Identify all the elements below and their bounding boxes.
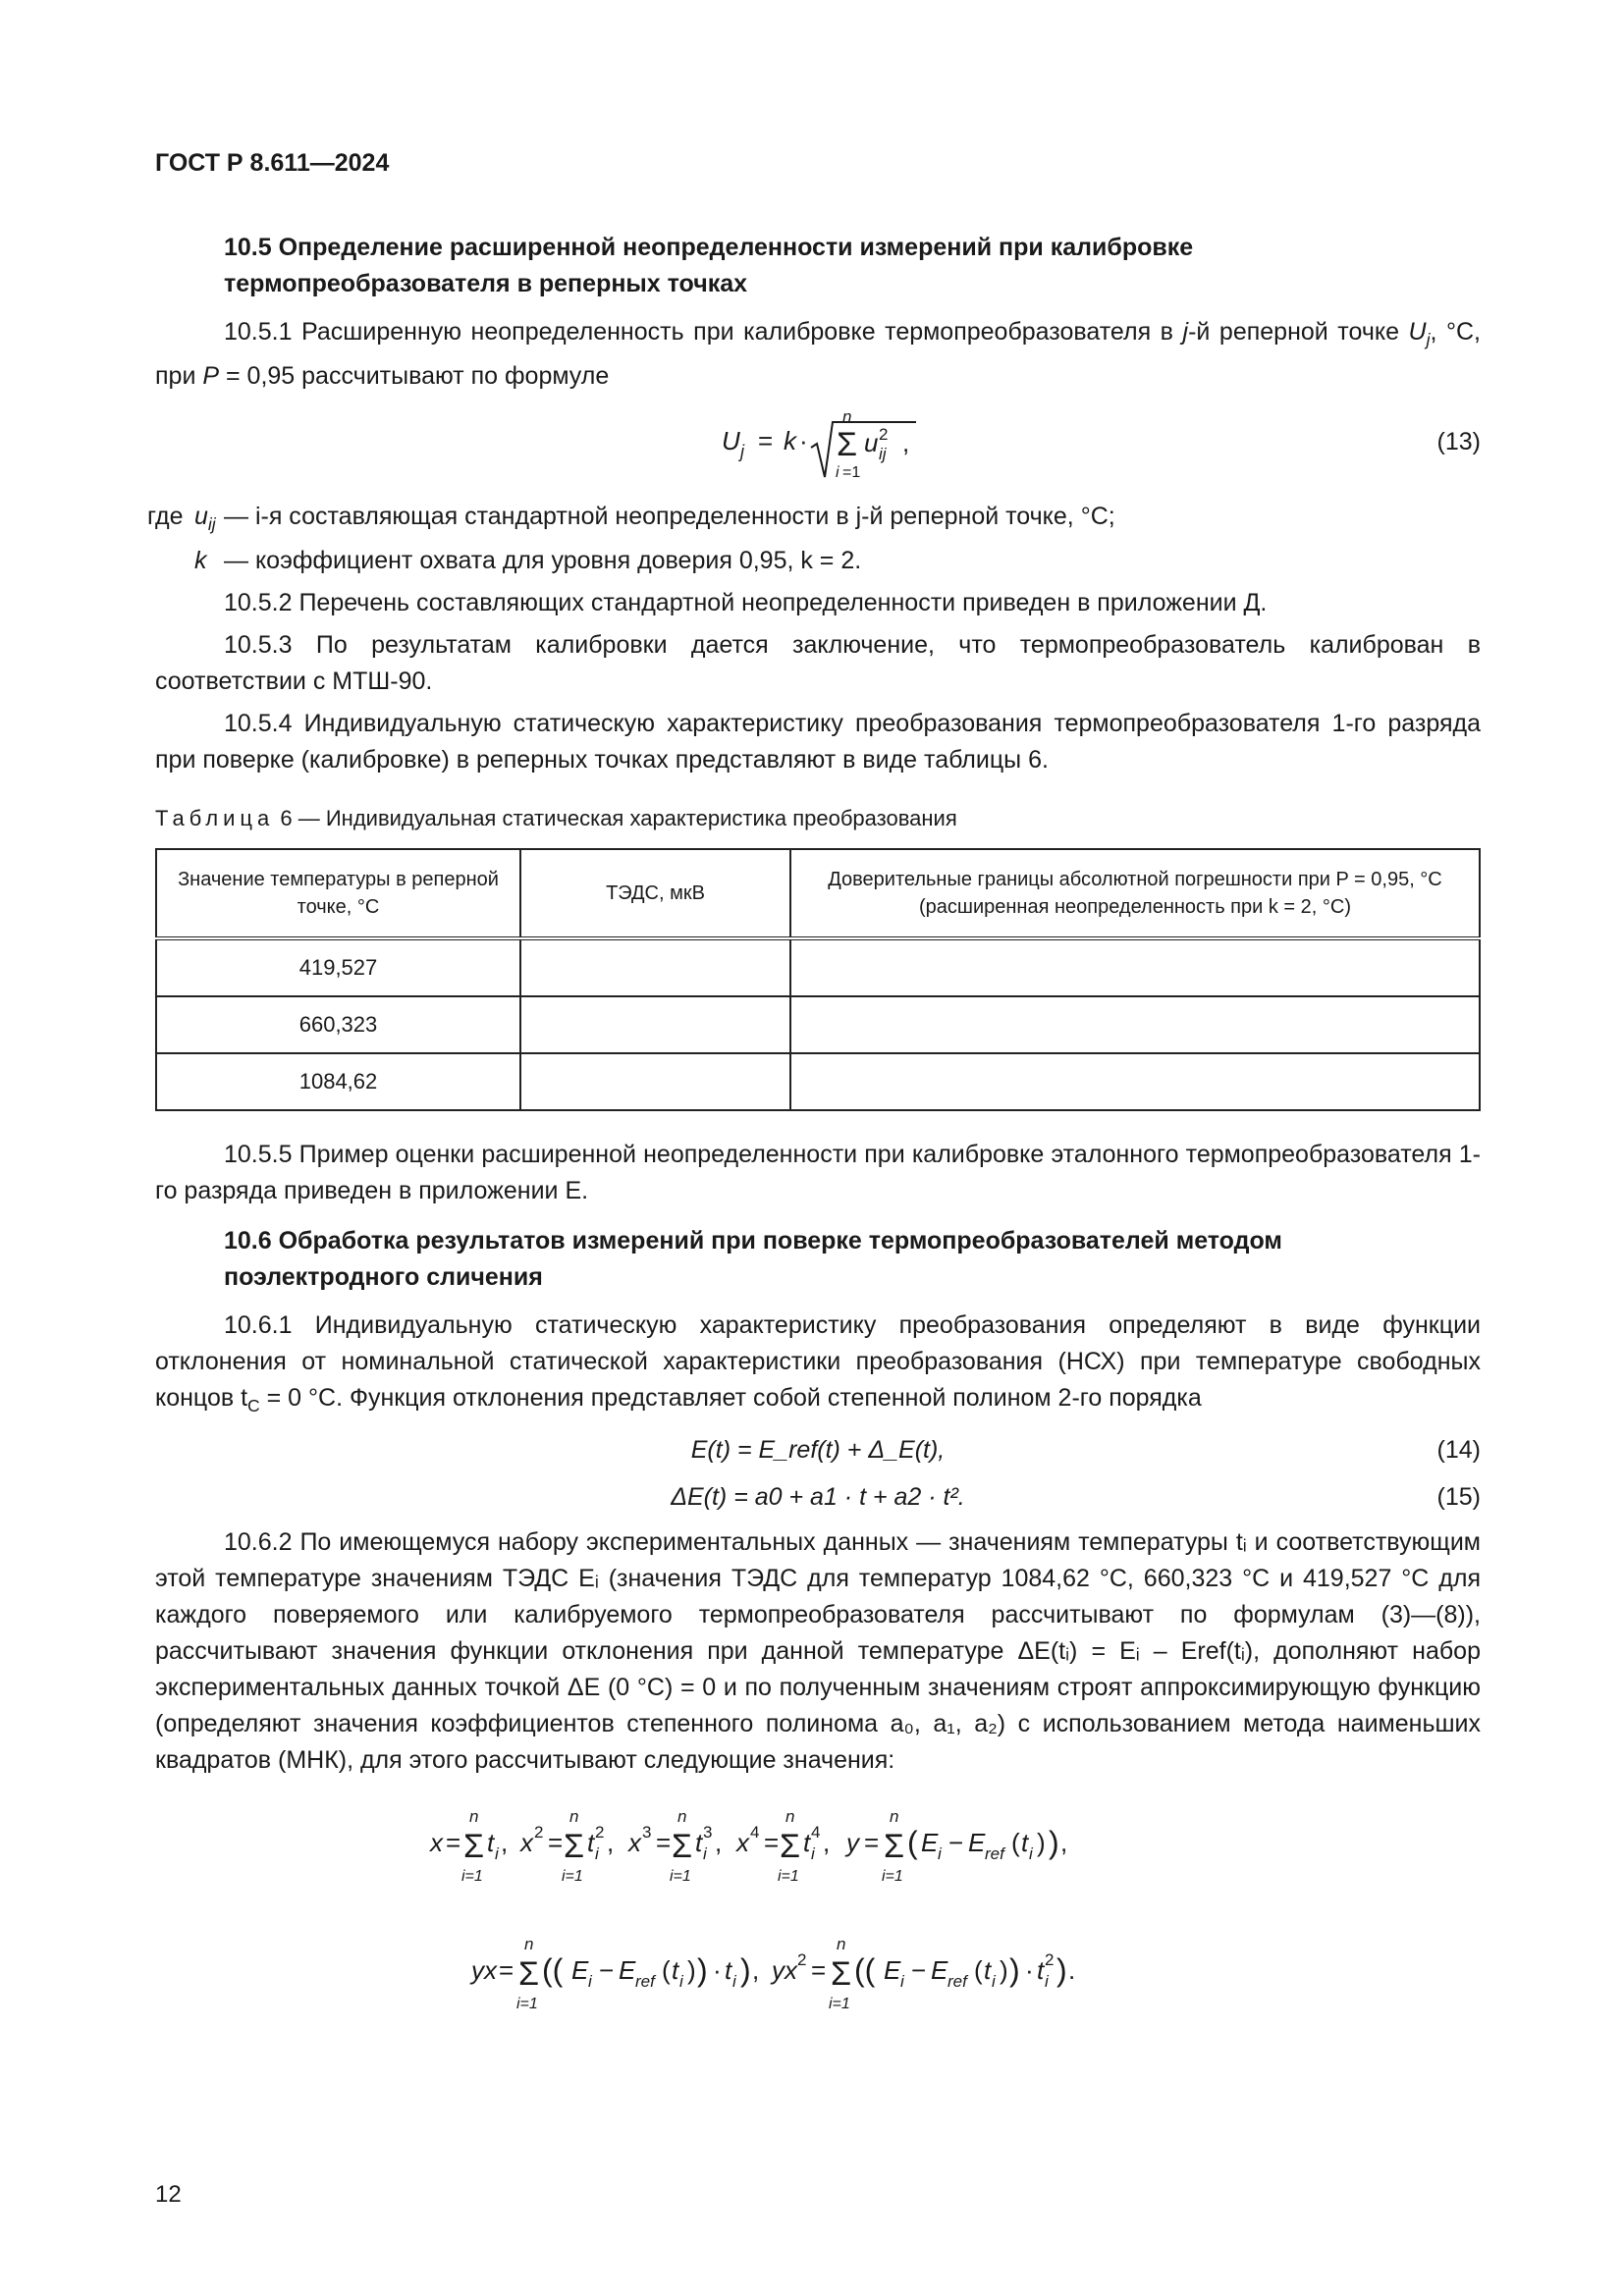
table-cell-emf bbox=[520, 938, 790, 996]
svg-text:yx: yx bbox=[471, 1955, 497, 1985]
svg-text:ref: ref bbox=[947, 1972, 967, 1991]
document-code-header: ГОСТ Р 8.611—2024 bbox=[155, 149, 390, 177]
table-header-row bbox=[156, 849, 1480, 938]
where-block bbox=[147, 499, 1481, 579]
svg-text:2: 2 bbox=[534, 1823, 544, 1842]
svg-text:j: j bbox=[740, 442, 744, 461]
equation-13 bbox=[155, 400, 1481, 485]
svg-text:=: = bbox=[446, 1828, 461, 1857]
svg-text:E: E bbox=[931, 1955, 948, 1985]
svg-text:Σ: Σ bbox=[837, 426, 858, 463]
where-desc-k: — коэффициент охвата для уровня доверия 0,95, k = 2. bbox=[224, 547, 862, 574]
paragraph-10-5-1: 10.5.1 Расширенную неопределенность при калибровке термопреобразователя в j-й реперной точке $U_j$, °С, при P = 0,95 рассчитывают по формуле bbox=[155, 318, 1481, 390]
svg-text:,: , bbox=[501, 1828, 509, 1857]
svg-text:=: = bbox=[758, 426, 774, 455]
svg-text:t: t bbox=[1037, 1955, 1045, 1985]
svg-text:): ) bbox=[687, 1955, 696, 1985]
svg-text:n: n bbox=[842, 407, 852, 426]
svg-text:t: t bbox=[803, 1828, 811, 1857]
where-symbol-u: $u_{ij}$ bbox=[194, 503, 216, 534]
paragraph-10-5-4: 10.5.4 Индивидуальную статическую характеристику преобразования термопреобразователя 1-го разряда при поверке (калибровке) в реперных точках представляют в виде таблицы 6. bbox=[155, 710, 1481, 774]
equation-15 bbox=[155, 1477, 1481, 1521]
svg-text:,: , bbox=[607, 1828, 615, 1857]
table-header-temperature: Значение температуры в реперной точке, °С bbox=[156, 849, 520, 938]
svg-text:.: . bbox=[1068, 1955, 1076, 1985]
svg-text:i: i bbox=[1045, 1972, 1049, 1991]
svg-text:i: i bbox=[679, 1972, 683, 1991]
table-cell-temperature: 419,527 bbox=[156, 938, 520, 996]
table-cell-bounds bbox=[790, 938, 1480, 996]
sums-formula-line-2-svg bbox=[155, 1916, 1481, 2034]
svg-text:i: i bbox=[732, 1972, 736, 1991]
svg-text:=: = bbox=[764, 1828, 780, 1857]
paragraph-10-6-2: 10.6.2 По имеющемуся набору экспериментальных данных — значениям температуры tᵢ и соответствующим этой температуре значениям ТЭДС Eᵢ (значения ТЭДС для температур 1084,62 °С, 660,323 °С и 419,527 °С для каждого поверяемого или калибруемого термопреобразователя рассчитывают по формулам (3)—(8)), рассчитывают значения функции отклонения при данной температуре ΔE(tᵢ) = Eᵢ – Eref(tᵢ), дополняют набор экспериментальных данных точкой ΔE (0 °С) = 0 и по полученным значениям строят аппроксимирующую функцию (определяют значения коэффициентов степенного полинома a₀, a₁, a₂) с использованием метода наименьших квадратов (МНК), для этого рассчитывают следующие значения: bbox=[155, 1528, 1481, 1774]
svg-text:ref: ref bbox=[635, 1972, 655, 1991]
svg-text:4: 4 bbox=[750, 1823, 760, 1842]
where-symbol-k: k bbox=[194, 547, 207, 574]
table-header-bounds: Доверительные границы абсолютной погрешности при P = 0,95, °С (расширенная неопределенность при k = 2, °С) bbox=[790, 849, 1480, 938]
svg-text:Σ: Σ bbox=[884, 1828, 905, 1865]
svg-text:i=1: i=1 bbox=[829, 1996, 850, 2012]
table-cell-bounds bbox=[790, 996, 1480, 1053]
paragraph-10-5-3: 10.5.3 По результатам калибровки дается заключение, что термопреобразователь калиброван в соответствии с МТШ-90. bbox=[155, 631, 1481, 695]
svg-text:u: u bbox=[864, 428, 879, 457]
svg-text:n: n bbox=[469, 1807, 479, 1826]
equation-13-formula bbox=[155, 400, 1481, 485]
paragraph-10-5-5: 10.5.5 Пример оценки расширенной неопределенности при калибровке эталонного термопреобразователя 1-го разряда приведен в приложении Е. bbox=[155, 1141, 1481, 1204]
sums-formula-line-2 bbox=[155, 1916, 1481, 2034]
table-row bbox=[156, 996, 1480, 1053]
svg-text:,: , bbox=[902, 428, 910, 457]
svg-text:t: t bbox=[725, 1955, 732, 1985]
svg-text:i=1: i=1 bbox=[562, 1868, 583, 1885]
svg-text:((: (( bbox=[542, 1952, 564, 1988]
table-6-caption: Таблица 6 — Индивидуальная статическая характеристика преобразования bbox=[155, 806, 957, 830]
table-cell-temperature: 1084,62 bbox=[156, 1053, 520, 1110]
svg-text:(: ( bbox=[907, 1825, 918, 1860]
equation-13-number: (13) bbox=[1436, 428, 1481, 455]
svg-text:Σ: Σ bbox=[463, 1828, 485, 1865]
svg-text:·: · bbox=[1025, 1955, 1034, 1985]
svg-text:E: E bbox=[884, 1955, 901, 1985]
svg-text:−: − bbox=[599, 1955, 615, 1985]
paragraph-10-6-1: 10.6.1 Индивидуальную статическую характеристику преобразования определяют в виде функции отклонения от номинальной статической характеристики преобразования (НСХ) при температуре свободных концов $t_С = 0$ °С. Функция отклонения представляет собой степенной полином 2-го порядка bbox=[155, 1311, 1481, 1415]
svg-text:t: t bbox=[672, 1955, 679, 1985]
svg-text:y: y bbox=[846, 1828, 859, 1857]
svg-text:n: n bbox=[837, 1935, 846, 1953]
page-number: 12 bbox=[155, 2181, 182, 2208]
svg-text:ref: ref bbox=[985, 1844, 1004, 1863]
svg-text:E: E bbox=[968, 1828, 986, 1857]
svg-text:=: = bbox=[499, 1955, 514, 1985]
section-10-6-title: 10.6 Обработка результатов измерений при поверке термопреобразователей методом поэлектродного сличения bbox=[224, 1227, 1282, 1291]
svg-text:): ) bbox=[1037, 1828, 1046, 1857]
svg-text:=1: =1 bbox=[842, 464, 861, 481]
equation-15-formula: ΔE(t) = a0 + a1 · t + a2 · t². bbox=[671, 1483, 965, 1511]
svg-text:Σ: Σ bbox=[780, 1828, 801, 1865]
svg-text:x: x bbox=[430, 1828, 443, 1857]
table-row bbox=[156, 938, 1480, 996]
svg-text:(: ( bbox=[662, 1955, 671, 1985]
svg-text:4: 4 bbox=[811, 1823, 821, 1842]
svg-text:E: E bbox=[571, 1955, 589, 1985]
equation-14-number: (14) bbox=[1436, 1436, 1481, 1464]
svg-text:i=1: i=1 bbox=[882, 1868, 903, 1885]
svg-text:2: 2 bbox=[797, 1950, 807, 1969]
paragraph-10-5-2: 10.5.2 Перечень составляющих стандартной неопределенности приведен в приложении Д. bbox=[224, 589, 1268, 616]
svg-text:i: i bbox=[1029, 1844, 1033, 1863]
svg-text:x: x bbox=[520, 1828, 533, 1857]
table-6 bbox=[155, 848, 1481, 1111]
svg-text:(: ( bbox=[974, 1955, 983, 1985]
svg-text:=: = bbox=[811, 1955, 827, 1985]
svg-text:E: E bbox=[921, 1828, 939, 1857]
svg-text:((: (( bbox=[854, 1952, 876, 1988]
svg-text:,: , bbox=[1060, 1828, 1068, 1857]
svg-text:t: t bbox=[487, 1828, 495, 1857]
svg-text:·: · bbox=[799, 426, 808, 455]
svg-text:n: n bbox=[677, 1807, 687, 1826]
svg-text:,: , bbox=[715, 1828, 723, 1857]
svg-text:i: i bbox=[595, 1844, 599, 1863]
svg-text:i: i bbox=[495, 1844, 499, 1863]
svg-text:t: t bbox=[695, 1828, 703, 1857]
svg-text:k: k bbox=[784, 426, 796, 455]
svg-text:=: = bbox=[656, 1828, 672, 1857]
svg-text:x: x bbox=[628, 1828, 641, 1857]
svg-text:Σ: Σ bbox=[518, 1955, 540, 1993]
table-header-emf: ТЭДС, мкВ bbox=[520, 849, 790, 938]
svg-text:x: x bbox=[736, 1828, 749, 1857]
svg-text:): ) bbox=[740, 1952, 751, 1988]
svg-text:i: i bbox=[900, 1972, 904, 1991]
svg-text:i: i bbox=[992, 1972, 996, 1991]
svg-text:E: E bbox=[619, 1955, 636, 1985]
table-cell-emf bbox=[520, 1053, 790, 1110]
svg-text:−: − bbox=[911, 1955, 927, 1985]
svg-text:t: t bbox=[1021, 1828, 1029, 1857]
svg-text:): ) bbox=[1000, 1955, 1008, 1985]
where-row-u bbox=[147, 499, 1481, 543]
svg-text:3: 3 bbox=[703, 1823, 713, 1842]
svg-text:i=1: i=1 bbox=[461, 1868, 483, 1885]
svg-text:i=1: i=1 bbox=[778, 1868, 799, 1885]
svg-text:=: = bbox=[864, 1828, 880, 1857]
svg-text:ij: ij bbox=[879, 445, 887, 463]
svg-text:·: · bbox=[713, 1955, 722, 1985]
svg-text:i: i bbox=[836, 464, 839, 481]
svg-text:(: ( bbox=[1011, 1828, 1020, 1857]
svg-text:,: , bbox=[823, 1828, 831, 1857]
table-row bbox=[156, 1053, 1480, 1110]
sums-formula-line-1 bbox=[155, 1789, 1481, 1906]
svg-text:i: i bbox=[811, 1844, 815, 1863]
svg-text:i: i bbox=[938, 1844, 942, 1863]
page-content bbox=[147, 224, 1481, 2044]
svg-text:n: n bbox=[890, 1807, 899, 1826]
sums-formula-line-1-svg bbox=[155, 1789, 1481, 1906]
svg-text:3: 3 bbox=[642, 1823, 652, 1842]
svg-text:t: t bbox=[587, 1828, 595, 1857]
svg-text:Σ: Σ bbox=[564, 1828, 585, 1865]
where-label: где bbox=[147, 503, 184, 530]
section-10-5-title: 10.5 Определение расширенной неопределенности измерений при калибровке термопреобразователя в реперных точках bbox=[224, 234, 1194, 297]
svg-text:n: n bbox=[524, 1935, 534, 1953]
svg-text:i=1: i=1 bbox=[516, 1996, 538, 2012]
svg-text:U: U bbox=[722, 426, 740, 455]
svg-text:2: 2 bbox=[879, 425, 889, 444]
svg-text:2: 2 bbox=[595, 1823, 605, 1842]
svg-text:2: 2 bbox=[1045, 1950, 1055, 1969]
equation-14-formula: E(t) = E_ref(t) + Δ_E(t), bbox=[690, 1436, 946, 1464]
svg-text:n: n bbox=[785, 1807, 795, 1826]
svg-text:i=1: i=1 bbox=[670, 1868, 691, 1885]
svg-text:t: t bbox=[984, 1955, 992, 1985]
svg-text:i: i bbox=[588, 1972, 592, 1991]
svg-text:i: i bbox=[703, 1844, 707, 1863]
svg-text:): ) bbox=[697, 1952, 708, 1988]
where-row-k bbox=[155, 543, 1481, 579]
svg-text:Σ: Σ bbox=[672, 1828, 693, 1865]
svg-text:−: − bbox=[948, 1828, 964, 1857]
where-desc-u: — i-я составляющая стандартной неопределенности в j-й реперной точке, °С; bbox=[224, 503, 1115, 530]
svg-text:n: n bbox=[569, 1807, 579, 1826]
table-cell-temperature: 660,323 bbox=[156, 996, 520, 1053]
table-cell-emf bbox=[520, 996, 790, 1053]
svg-text:): ) bbox=[1056, 1952, 1067, 1988]
svg-text:Σ: Σ bbox=[831, 1955, 852, 1993]
svg-text:,: , bbox=[752, 1955, 760, 1985]
svg-text:): ) bbox=[1009, 1952, 1020, 1988]
table-cell-bounds bbox=[790, 1053, 1480, 1110]
svg-text:yx: yx bbox=[772, 1955, 797, 1985]
equation-14 bbox=[155, 1430, 1481, 1473]
equation-15-number: (15) bbox=[1436, 1483, 1481, 1511]
svg-text:=: = bbox=[548, 1828, 564, 1857]
svg-text:): ) bbox=[1049, 1825, 1059, 1860]
